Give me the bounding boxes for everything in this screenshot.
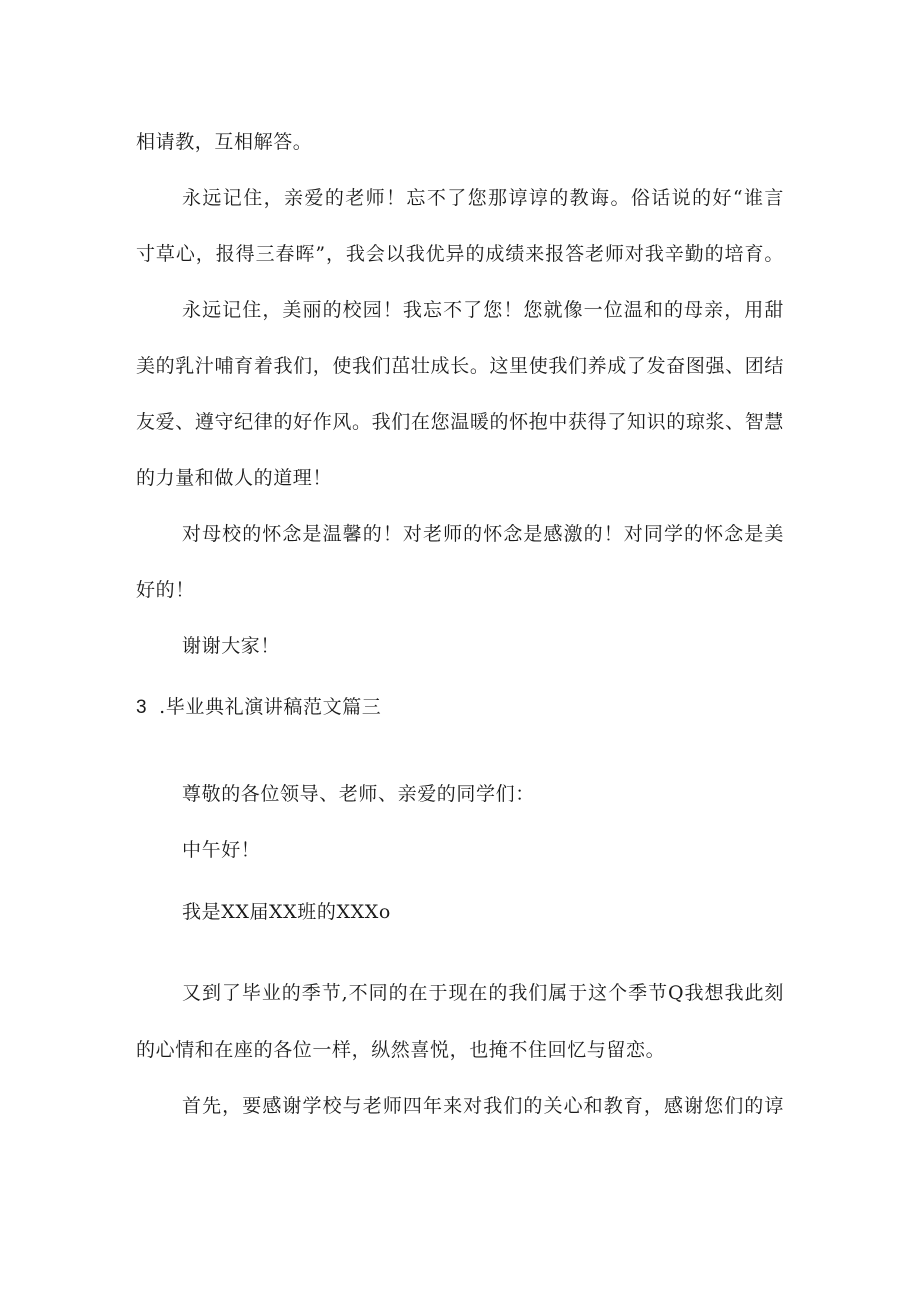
paragraph-line: 的心情和在座的各位一样，纵然喜悦，也掩不住回忆与留恋。 <box>136 1039 666 1061</box>
paragraph-line: 好的！ <box>136 579 195 601</box>
paragraph-line: 寸草心，报得三春晖”，我会以我优异的成绩来报答老师对我辛勤的培育。 <box>136 243 784 265</box>
section-heading <box>136 695 381 720</box>
paragraph-line: 的力量和做人的道理！ <box>136 467 333 489</box>
paragraph-line: 友爱、遵守纪律的好作风。我们在您温暖的怀抱中获得了知识的琼浆、智慧 <box>136 411 784 433</box>
paragraph-line: 首先，要感谢学校与老师四年来对我们的关心和教育，感谢您们的谆 <box>182 1095 784 1117</box>
salutation-line: 尊敬的各位领导、老师、亲爱的同学们： <box>182 783 535 805</box>
introduction-line: 我是XX届XX班的XXXo <box>182 901 391 923</box>
section-title: .毕业典礼演讲稿范文篇三 <box>159 696 382 718</box>
paragraph-line: 对母校的怀念是温馨的！对老师的怀念是感激的！对同学的怀念是美 <box>182 523 784 545</box>
paragraph-line: 相请教，互相解答。 <box>136 131 313 153</box>
paragraph-line: 又到了毕业的季节,不同的在于现在的我们属于这个季节Q我想我此刻 <box>182 982 784 1004</box>
paragraph-line: 永远记住，亲爱的老师！忘不了您那谆谆的教诲。俗话说的好“谁言 <box>182 187 784 209</box>
closing-line: 谢谢大家！ <box>182 635 281 657</box>
section-number: 3 <box>136 697 148 718</box>
paragraph-line: 永远记住，美丽的校园！我忘不了您！您就像一位温和的母亲，用甜 <box>182 299 784 321</box>
paragraph-line: 美的乳汁哺育着我们，使我们茁壮成长。这里使我们养成了发奋图强、团结 <box>136 355 784 377</box>
greeting-line: 中午好！ <box>182 839 261 861</box>
